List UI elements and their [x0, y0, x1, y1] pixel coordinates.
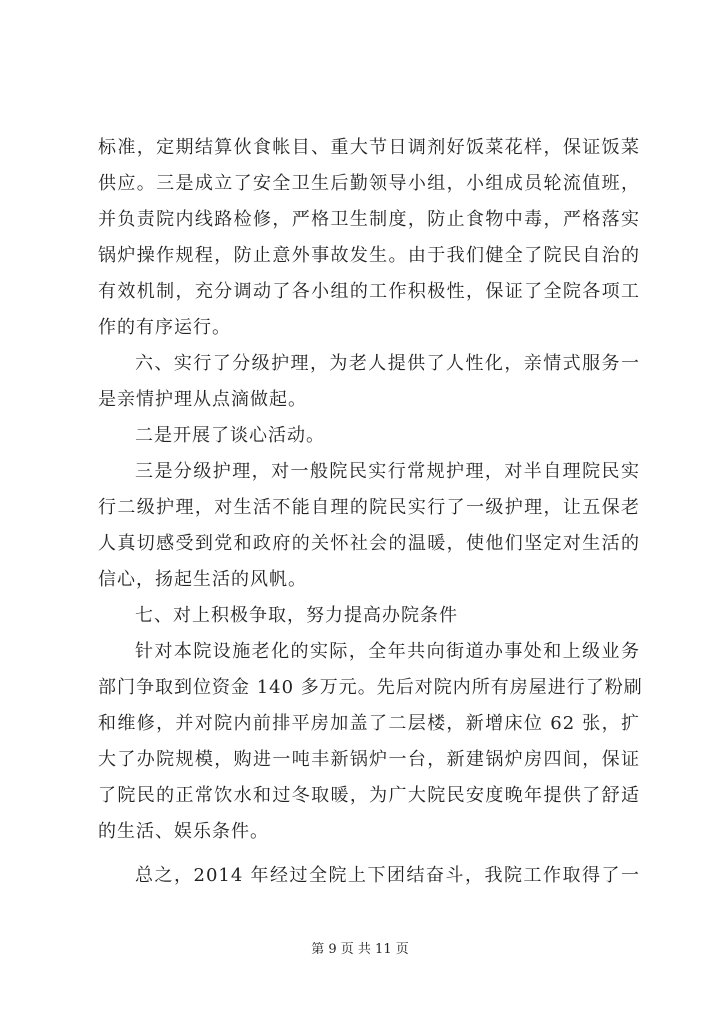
text-line: 二是开展了谈心活动。	[135, 425, 325, 446]
text-line: 总之，2014 年经过全院上下团结奋斗，我院工作取得了一	[135, 865, 640, 886]
text-line: 供应。三是成立了安全卫生后勤领导小组，小组成员轮流值班，	[98, 173, 640, 194]
text-line: 三是分级护理，对一般院民实行常规护理，对半自理院民实	[135, 461, 640, 482]
text-line: 的生活、娱乐条件。	[98, 821, 269, 842]
text-line: 部门争取到位资金 140 多万元。先后对院内所有房屋进行了粉刷	[98, 677, 643, 698]
text-line: 大了办院规模，购进一吨丰新锅炉一台，新建锅炉房四间，保证	[98, 749, 640, 770]
page-number-footer: 第 9 页 共 11 页	[311, 942, 409, 957]
text-line: 针对本院设施老化的实际，全年共向街道办事处和上级业务	[135, 641, 640, 662]
section-heading-7: 七、对上积极争取，努力提高办院条件	[135, 605, 458, 626]
text-line: 作的有序运行。	[98, 317, 231, 338]
text-line: 信心，扬起生活的风帆。	[98, 569, 307, 590]
text-line: 锅炉操作规程，防止意外事故发生。由于我们健全了院民自治的	[98, 245, 640, 266]
text-line: 有效机制，充分调动了各小组的工作积极性，保证了全院各项工	[98, 281, 640, 302]
text-line: 并负责院内线路检修，严格卫生制度，防止食物中毒，严格落实	[98, 209, 640, 230]
text-line: 行二级护理，对生活不能自理的院民实行了一级护理，让五保老	[98, 497, 640, 518]
text-line: 了院民的正常饮水和过冬取暖，为广大院民安度晚年提供了舒适	[98, 785, 640, 806]
text-line: 和维修，并对院内前排平房加盖了二层楼，新增床位 62 张，扩	[98, 713, 640, 734]
text-line: 标准，定期结算伙食帐目、重大节日调剂好饭菜花样，保证饭菜	[98, 137, 640, 158]
text-line: 人真切感受到党和政府的关怀社会的温暖，使他们坚定对生活的	[98, 533, 640, 554]
text-line: 是亲情护理从点滴做起。	[98, 389, 307, 410]
section-heading-6: 六、实行了分级护理，为老人提供了人性化，亲情式服务一	[135, 353, 640, 374]
